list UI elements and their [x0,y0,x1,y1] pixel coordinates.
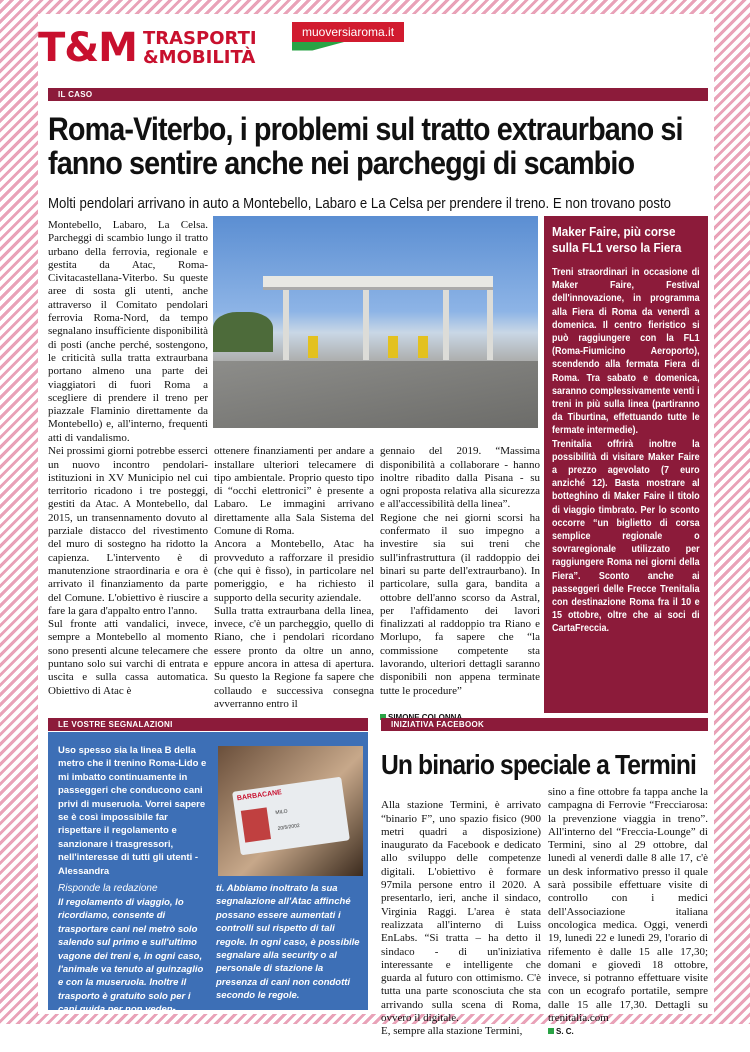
maker-faire-sidebar [544,216,708,713]
flag-stripe-icon [292,42,344,56]
pet-card [232,777,350,856]
sidebar-text: Treni straordinari in occasione di Maker Faire, Festival dell'innovazione, in programma alla Fiera di Roma da venerdì a domenica. Il centro fieristico si può raggiungere con la FL1 (Roma-Fiumicino Aeroporto), scendendo alla fermata Fiera di Roma. Tra sabato e domenica, saranno complessivamente venti i treni in più sulla linea (partiranno da Tiburtina, effettuando tutte le fermate intermedie). Trenitalia offrirà inoltre la possibilità di visitare Maker Faire a prezzo agevolato (7 euro anziché 12). Basta mostrare al botteghino di Maker Faire il titolo di viaggio timbrato. Per lo sconto occorre “un biglietto di corsa semplice regionale o sovraregionale utilizzato per raggiungere Roma nei giorni della Fiera”. Sconto anche ai passeggeri delle Frecce Trenitalia con destinazione Roma fra il 10 e 15 ottobre, oltre che ai soci di CartaFreccia. [552,267,700,635]
facebook-title: Un binario speciale a Termini [381,749,696,780]
card-brand: BARBACANE [236,789,283,803]
facebook-column-1 [381,786,541,1052]
article-paragraph: sino a fine ottobre fa tappa anche la campagna di Ferrovie “Frecciarosa: la prevenzione viaggia in treno”. All'interno del “Freccia-Lounge” di Termini, sino al 29 ottobre, dal lunedì al venerdì dalle 8 alle 17, c'è un desk informativo presso il quale sarà possibile effettuare visite di controllo con i medici dell'Associazione italiana oncologica medica. Oggi, venerdì 19, lunedì 22 e lunedì 29, l'orario di rifemento è dalle 15 alle 17,30; domani e giovedì 18 ottobre, invece, si potranno effettuare visite con un ecografo portatile, sempre dalle 15 alle 17,30. Dettagli su trenitalia.com [548,786,708,1025]
reply-heading: Risponde la redazione [58,883,158,894]
card-date: 20/5/2002 [277,822,301,832]
logo-words [143,29,257,67]
reply-right: ti. Abbiamo inoltrato la sua segnalazione all'Atac affinché possano essere aumentati i controlli sul rispetto di tali regole. In ogni caso, è possibile segnalare alla security o al personale di stazione la presenza di cani non condotti secondo le regole. [216,883,360,1002]
signature-dot-icon [548,1028,554,1034]
newspaper-page [38,14,714,1038]
facebook-column-2 [548,786,708,1039]
section-label-facebook: INIZIATIVA FACEBOOK [381,718,708,731]
card-name: MILO [275,808,288,817]
article-title: Roma-Viterbo, i problemi sul tratto extraurbano si fanno sentire anche nei parcheggi di scambio [48,111,683,181]
logo-line-2: &MOBILITÀ [142,47,256,68]
parking-photo [213,216,538,428]
logo-line-1: TRASPORTI [142,28,257,49]
section-label-segnalazioni: LE VOSTRE SEGNALAZIONI [48,718,368,731]
dog-face-icon [241,807,271,842]
article-column-3 [380,432,540,725]
logo [38,20,282,76]
facebook-signature: S. C. [548,1027,574,1036]
article-paragraph: gennaio del 2019. “Massima disponibilità a collaborare - hanno inoltre ribadito dalla Pisana - su ogni proposta relativa alla sicurezza e all'accessibilità della linea”. Regione che nei giorni scorsi ha confermato il suo impegno a investire sia sui treni che sull'infrastruttura (il raddoppio dei binari su parte dell'extraurbano). In particolare, sulla gara, bandita a ottobre dell'anno scorso da Astral, per l'affidamento dei lavori finalizzati al raddoppio tra Riano e Morlupo, fa sapere che “la commissione competente sta lavorando, ulteriori dettagli saranno disponibili non appena terminate tutte le procedure” [380,445,540,697]
article-paragraph: Nei prossimi giorni potrebbe esserci un nuovo incontro pendolari-istituzioni in XV Municipio nel cui territorio ricadono i tre posteggi, gestiti da Atac. A Montebello, dal 2015, un transennamento dovuto al parziale distacco del rivestimento del muro di sostegno ha ridotto la capienza. L'intervento è di manutenzione straordinaria e ora è arrivato il finanziamento da parte del Comune. L'obiettivo è riuscire a fare la gara d'appalto entro l'anno. Sul fronte atti vandalici, invece, sempre a Montebello al momento sono presenti alcune telecamere che puntano solo sui varchi di entrata e uscita e sulla cassa automatica. Obiettivo di Atac è [48,445,208,697]
article-paragraph: ottenere finanziamenti per andare a installare ulteriori telecamere di tipo ambientale. Proprio questo tipo di “occhi elettronici” è presente a Labaro. Le immagini arrivano direttamente alla Sala Sistema del Comune di Roma. Ancora a Montebello, Atac ha provveduto a rafforzare il presidio (che qui è fisso), in particolare nel pomeriggio, e ha richiesto il supporto della security aziendale. Sulla tratta extraurbana della linea, invece, c'è un parcheggio, quello di Riano, che i pendolari ricordano essere pronto da oltre un anno, eppure ancora in attesa di apertura. Su questo la Regione fa sapere che collaudo e successiva consegna avverranno entro il [214,445,374,710]
article-column-1-bottom [48,432,208,711]
section-label-il-caso: IL CASO [48,88,708,101]
article-column-2 [214,432,374,725]
article-column-1-top [48,219,208,445]
reply-left: Il regolamento di viaggio, lo ricordiamo, consente di trasportare cani nel metrò solo salendo sul primo e sull'ultimo vagone dei treni e, in ogni caso, l'animale va tenuto al guinzaglio e con la museruola. Inoltre il trasporto è gratuito solo per i cani guida per non veden- [58,897,204,1016]
article-paragraph: Montebello, Labaro, La Celsa. Parcheggi di scambio lungo il tratto urbano della ferrovia, regionale e gestita da Atac, Roma-Civitacastellana-Viterbo. Su queste aree di sosta gli utenti, anche attraverso il Comitato pendolari ferrovia Roma-Nord, da tempo segnalano insufficiente disponibilità di posti (anche perché, sostengono, le criticità sulla tratta extraurbana portano almeno una parte dei viaggiatori di fuori Roma a scegliere di prendere il treno per piazzale Flaminio direttamente da Montebello) e, all'interno, frequenti atti di vandalismo. [48,219,208,444]
logo-mark: T&M [38,25,137,71]
dog-card-photo [218,746,363,876]
letters-box [48,732,368,1016]
article-subtitle: Molti pendolari arrivano in auto a Montebello, Labaro e La Celsa per prendere il treno. E non trovano posto [48,195,671,212]
site-url[interactable]: muoversiaroma.it [292,22,404,42]
reader-letter: Uso spesso sia la linea B della metro che il trenino Roma-Lido e mi imbatto continuamente in passeggeri che conducono cani privi di museruola. Vorrei sapere se è così impossibile far rispettare il regolamento e sanzionare i trasgressori, nell'interesse di tutti gli utenti - Alessandra [58,745,207,877]
article-paragraph: Alla stazione Termini, è arrivato “binario F”, uno spazio fisico (900 metri quadri a disposizione) inaugurato da Facebook e dedicato allo sviluppo delle competenze digitali. L'obiettivo è formare 97mila persone entro il 2020. A presentarlo, ieri, anche il sindaco, Virginia Raggi. L'area è stata realizzata all'interno di Luiss EnLabs. “Si tratta – ha detto il sindaco - di un'iniziativa interessante e intelligente che guarda al futuro con ottimismo. C'è tutta una parte sconosciuta che sta arrivando sulla scena di Roma, ovvero il digitale. E, sempre alla stazione Termini, [381,799,541,1038]
sidebar-title: Maker Faire, più corse sulla FL1 verso la Fiera [552,224,682,255]
